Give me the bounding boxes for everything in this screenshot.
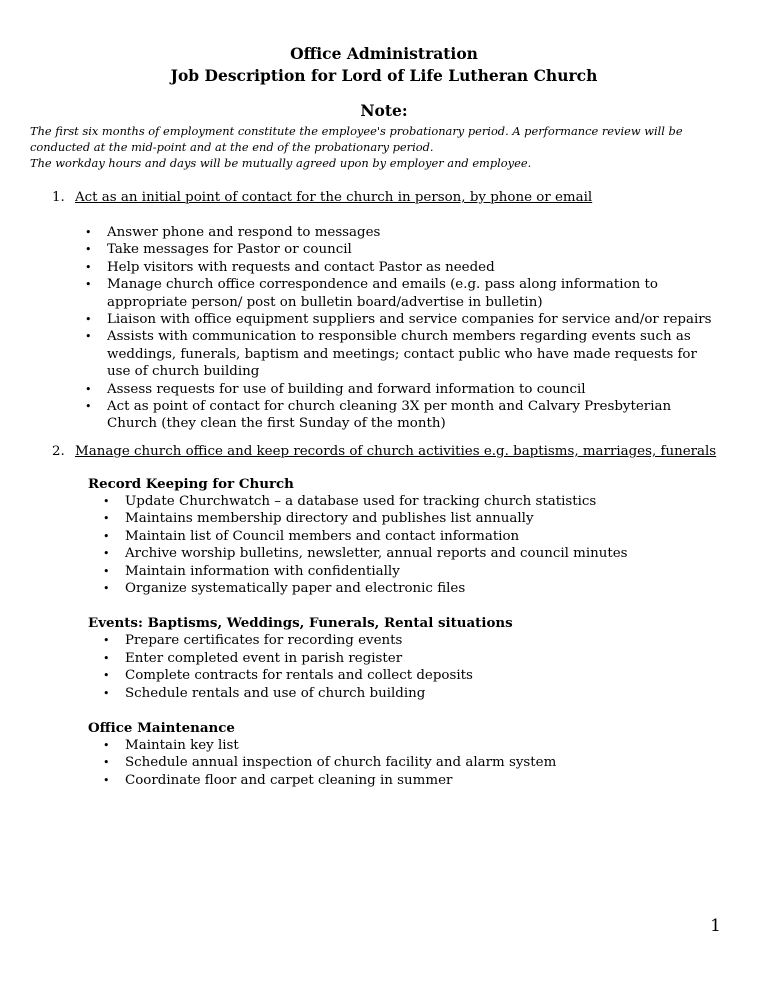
office-maintenance-list bbox=[103, 737, 768, 789]
list-item: • Archive worship bulletins, newsletter, annual reports and council minutes bbox=[103, 546, 628, 562]
list-item: • Act as point of contact for church cleaning 3X per month and Calvary Presbyterian Church (they clean the first Sunday of the month) bbox=[85, 399, 672, 432]
record-keeping-subsection bbox=[88, 475, 768, 597]
list-item: • Maintain information with confidentially bbox=[103, 563, 400, 579]
bullet-icon: • bbox=[103, 512, 110, 526]
subsection-heading: Events: Baptisms, Weddings, Funerals, Rental situations bbox=[88, 615, 513, 632]
section-1 bbox=[52, 189, 728, 207]
bullet-icon: • bbox=[103, 581, 110, 595]
bullet-icon: • bbox=[85, 313, 92, 327]
bullet-icon: • bbox=[103, 634, 110, 648]
note-line: The first six months of employment constitute the employee's probationary period. A performance review will be bbox=[30, 124, 683, 138]
bullet-icon: • bbox=[103, 669, 110, 683]
list-item: • Coordinate floor and carpet cleaning in summer bbox=[103, 772, 453, 788]
bullet-icon: • bbox=[103, 686, 110, 700]
list-item: • Schedule rentals and use of church building bbox=[103, 685, 426, 701]
section-1-heading bbox=[52, 189, 728, 207]
bullet-icon: • bbox=[85, 278, 92, 292]
page-number: 1 bbox=[710, 916, 721, 936]
section-number: 2. bbox=[52, 443, 65, 459]
note-line: The workday hours and days will be mutually agreed upon by employer and employee. bbox=[30, 156, 532, 170]
subsection-heading: Office Maintenance bbox=[88, 719, 235, 736]
list-item: • Schedule annual inspection of church facility and alarm system bbox=[103, 755, 557, 771]
bullet-icon: • bbox=[103, 738, 110, 752]
section-heading-text: Act as an initial point of contact for the church in person, by phone or email bbox=[75, 190, 593, 205]
bullet-icon: • bbox=[103, 756, 110, 770]
bullet-icon: • bbox=[85, 330, 92, 344]
list-item: • Liaison with office equipment suppliers and service companies for service and/or repairs bbox=[85, 312, 712, 328]
list-item: • Help visitors with requests and contact Pastor as needed bbox=[85, 259, 495, 275]
note-heading: Note: bbox=[360, 101, 408, 120]
bullet-icon: • bbox=[103, 494, 110, 508]
list-item: • Prepare certificates for recording events bbox=[103, 633, 403, 649]
list-item: • Complete contracts for rentals and collect deposits bbox=[103, 668, 473, 684]
section-heading-text: Manage church office and keep records of church activities e.g. baptisms, marriages, funerals bbox=[75, 443, 717, 459]
document-title: Office Administration bbox=[290, 44, 478, 63]
section-1-list bbox=[85, 224, 717, 433]
list-item: • Update Churchwatch – a database used for tracking church statistics bbox=[103, 493, 597, 509]
section-2 bbox=[52, 443, 728, 461]
list-item: • Organize systematically paper and electronic files bbox=[103, 580, 466, 596]
bullet-icon: • bbox=[103, 564, 110, 578]
list-item: • Manage church office correspondence and emails (e.g. pass along information to appropriate person/ post on bulletin board/advertise in bulletin) bbox=[85, 277, 658, 310]
list-item: • Maintain list of Council members and contact information bbox=[103, 528, 520, 544]
bullet-icon: • bbox=[103, 529, 110, 543]
list-item: • Enter completed event in parish register bbox=[103, 650, 403, 666]
bullet-icon: • bbox=[85, 400, 92, 414]
list-item: • Assess requests for use of building and forward information to council bbox=[85, 381, 586, 397]
events-subsection bbox=[88, 614, 768, 702]
bullet-icon: • bbox=[85, 243, 92, 257]
list-item: • Maintain key list bbox=[103, 737, 239, 753]
bullet-icon: • bbox=[85, 260, 92, 274]
list-item: • Assists with communication to responsible church members regarding events such as weddings, funerals, baptism and meetings; contact public who have made requests for use of church building bbox=[85, 329, 697, 380]
events-list bbox=[103, 632, 768, 702]
subsection-heading: Record Keeping for Church bbox=[88, 475, 294, 492]
bullet-icon: • bbox=[85, 226, 92, 239]
bullet-icon: • bbox=[103, 773, 110, 787]
bullet-icon: • bbox=[103, 547, 110, 561]
section-2-heading bbox=[52, 443, 728, 461]
note-text bbox=[30, 123, 738, 171]
office-maintenance-subsection bbox=[88, 719, 768, 789]
bullet-icon: • bbox=[85, 382, 92, 396]
list-item: • Take messages for Pastor or council bbox=[85, 242, 352, 258]
section-number: 1. bbox=[52, 190, 65, 205]
document-subtitle: Job Description for Lord of Life Lutheran Church bbox=[170, 66, 598, 85]
list-item: • Maintains membership directory and publishes list annually bbox=[103, 511, 534, 527]
list-item: • Answer phone and respond to messages bbox=[85, 225, 381, 240]
note-line: conducted at the mid-point and at the end of the probationary period. bbox=[30, 140, 434, 154]
bullet-icon: • bbox=[103, 651, 110, 665]
record-keeping-list bbox=[103, 493, 768, 597]
